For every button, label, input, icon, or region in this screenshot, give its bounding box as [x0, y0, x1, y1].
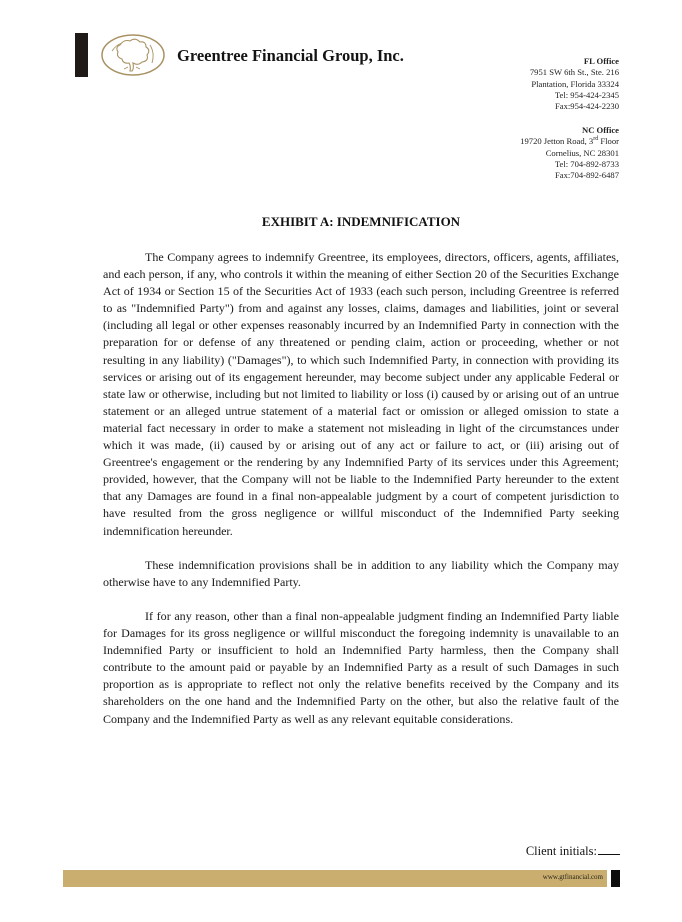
document-title: EXHIBIT A: INDEMNIFICATION	[261, 214, 461, 229]
header-accent-bar	[75, 33, 88, 77]
office-title: FL Office	[583, 56, 619, 66]
footer-dark-block	[611, 870, 620, 887]
office-tel: Tel: 954-424-2345	[554, 89, 619, 100]
office-title: NC Office	[582, 125, 619, 135]
office-address-line: Plantation, Florida 33324	[531, 78, 619, 89]
paragraph-indemnification: The Company agrees to indemnify Greentree, its employees, directors, officers, agents, affiliates, and each person, if any, who controls it within the meaning of either Section 20 of the Securities Exchange Act of 1934 or Section 15 of the Securities Act of 1933 (each such person, including Greentree is referred to as "Indemnified Party") from and against any losses, claims, damages and liabilities, joint or several (including all legal or other expenses reasonably incurred by an Indemnified Party in connection with the preparation for or defense of any threatened or pending claim, action or proceeding, whether or not resulting in any liability) ("Damages"), to which such Indemnified Party, in connection with providing its services or arising out of its engagement hereunder, may become subject under any applicable Federal or state law or otherwise, including but not limited to liability or loss (i) caused by or arising out of an untrue statement or an alleged untrue statement of a material fact or omission or alleged omission to state a material fact necessary in order to make a statement not misleading in light of the circumstances under which it was made, (ii) caused by or arising out of any act or failure to act, or (iii) arising out of Greentree's engagement or the rendering by any Indemnified Party of its services under this Agreement; provided, however, that the Company will not be liable to the Indemnified Party hereunder to the extent that any Damages are found in a final non-appealable judgment by a court of competent jurisdiction to have resulted from the gross negligence or willful misconduct of the Indemnified Party seeking indemnification hereunder.	[103, 250, 619, 538]
document-body	[103, 249, 619, 745]
office-address-line: Cornelius, NC 28301	[545, 147, 619, 158]
office-tel: Tel: 704-892-8733	[554, 158, 619, 169]
paragraph-additional-liability: These indemnification provisions shall be in addition to any liability which the Company may otherwise have to any Indemnified Party.	[103, 557, 619, 589]
client-initials-blank[interactable]	[598, 842, 620, 855]
nc-office-address	[520, 125, 619, 181]
ordinal-suffix: rd	[593, 136, 599, 143]
client-initials	[526, 842, 620, 859]
footer-gold-bar	[63, 870, 607, 887]
office-fax: Fax:704-892-6487	[555, 170, 619, 181]
company-name: Greentree Financial Group, Inc.	[177, 46, 404, 65]
address-text: 19720 Jetton Road, 3	[520, 136, 594, 147]
tree-logo-icon	[100, 33, 166, 77]
client-initials-label: Client initials:	[525, 844, 597, 858]
office-address-line	[520, 136, 619, 147]
address-text: Floor	[598, 136, 619, 147]
office-address-line: 7951 SW 6th St., Ste. 216	[529, 67, 619, 78]
footer-website: www.gtfinancial.com	[542, 873, 603, 881]
paragraph-contribution: If for any reason, other than a final non-appealable judgment finding an Indemnified Party liable for Damages for its gross negligence or willful misconduct the foregoing indemnity is unavailable to an Indemnified Party or insufficient to hold an Indemnified Party harmless, then the Company shall contribute to the amount paid or payable by an Indemnified Party as a result of such Damages in such proportion as is appropriate to reflect not only the relative benefits received by the Company and its shareholders on the one hand and the Indemnified Party on the other, but also the relative fault of the Company and the Indemnified Party as well as any relevant equitable considerations.	[103, 608, 619, 726]
office-fax: Fax:954-424-2230	[555, 101, 619, 112]
fl-office-address	[530, 56, 619, 112]
